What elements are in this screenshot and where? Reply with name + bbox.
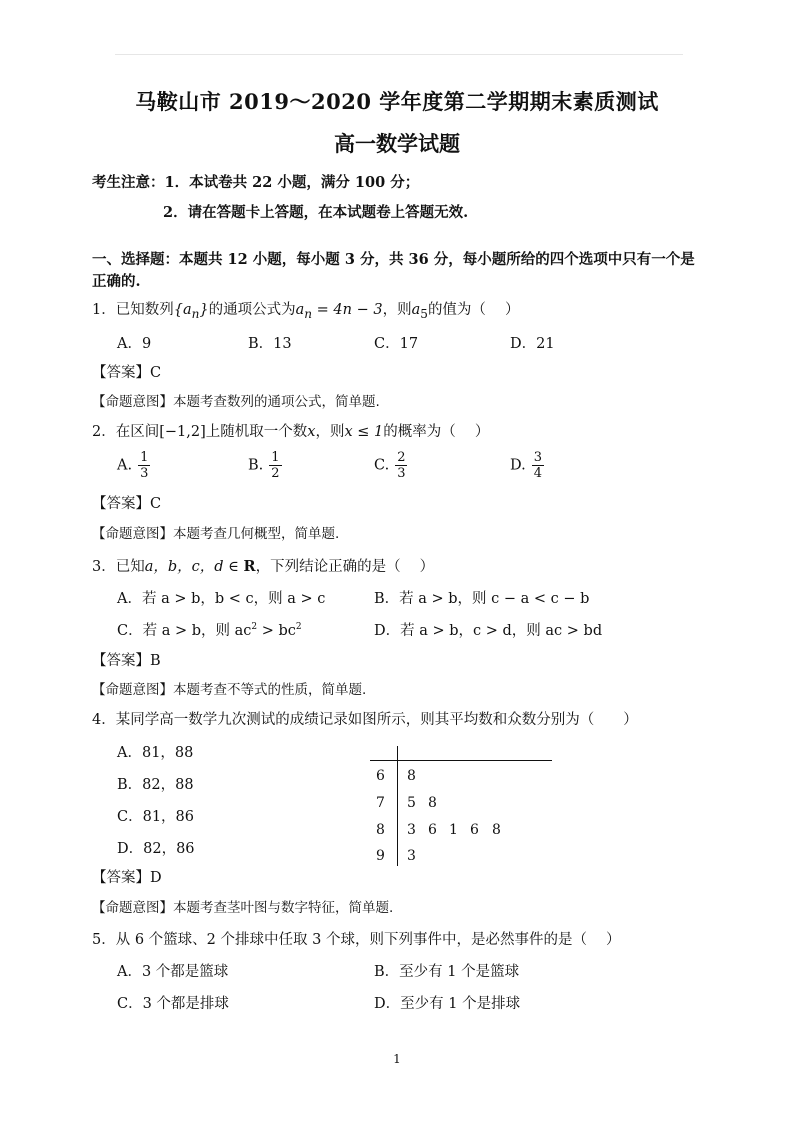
q3-c-sup1: 2 <box>251 622 258 633</box>
q1-formula-rest: = 4n − 3 <box>312 302 383 318</box>
q4-intent: 【命题意图】本题考查茎叶图与数字特征，简单题. <box>92 900 394 916</box>
q2-a-den: 3 <box>140 466 149 481</box>
leaf-7-1: 8 <box>428 795 437 811</box>
q2-cond: x ≤ 1 <box>344 424 384 440</box>
notice-item-1: 1．本试卷共 22 小题，满分 100 分； <box>164 174 420 191</box>
q2-b-den: 2 <box>271 466 280 481</box>
q3-text: 3．已知 <box>92 559 145 575</box>
q2-option-c-fraction <box>395 450 407 481</box>
leaf-8-1: 6 <box>428 822 437 838</box>
q4-option-b: B．82，88 <box>117 777 194 793</box>
q5-option-d: D．至少有 1 个是排球 <box>374 996 521 1012</box>
exam-title: 马鞍山市 2019～2020 学年度第二学期期末素质测试 <box>135 89 659 114</box>
q2-option-b-label: B. <box>248 457 264 474</box>
q1-intent: 【命题意图】本题考查数列的通项公式，简单题. <box>92 394 380 410</box>
q1-seq-sub: n <box>191 306 200 321</box>
q4-option-a: A．81，88 <box>117 745 194 761</box>
q2-b-num: 1 <box>271 450 280 465</box>
question-3-stem <box>92 555 434 576</box>
q4-option-c: C．81，86 <box>117 809 194 825</box>
stem-8: 8 <box>376 822 385 838</box>
q2-interval: [−1,2] <box>159 424 206 440</box>
q5-option-c: C．3 个都是排球 <box>117 996 229 1012</box>
section-heading-line-1: 一、选择题：本题共 12 小题，每小题 3 分，共 36 分，每小题所给的四个选项中只有一个是 <box>92 251 695 268</box>
q1-a5-sub: 5 <box>420 306 428 321</box>
q2-option-b-fraction <box>269 450 281 481</box>
q1-option-d: D．21 <box>510 336 555 352</box>
stem-9: 9 <box>376 848 385 864</box>
q2-option-a <box>117 450 150 481</box>
q2-text-mid2: ，则 <box>315 424 345 440</box>
q3-intent: 【命题意图】本题考查不等式的性质，简单题. <box>92 682 367 698</box>
q2-option-d-fraction <box>532 450 544 481</box>
q1-formula-a: a <box>295 302 305 318</box>
q2-option-d-label: D. <box>510 457 526 474</box>
q2-option-c <box>374 450 407 481</box>
q3-option-b: B．若 a > b，则 c − a < c − b <box>374 591 590 607</box>
q1-seq <box>173 302 209 321</box>
q2-option-a-fraction <box>138 450 150 481</box>
leaf-7-0: 5 <box>407 795 416 811</box>
q2-d-num: 3 <box>533 450 542 465</box>
q1-text: 1．已知数列 <box>92 302 174 318</box>
leaf-8-4: 8 <box>492 822 501 838</box>
q2-answer: 【答案】C <box>92 496 162 512</box>
q3-c-mid: > bc <box>257 623 296 639</box>
leaf-8-0: 3 <box>407 822 416 838</box>
notice-item-2: 2．请在答题卡上答题，在本试题卷上答题无效. <box>163 204 469 221</box>
leaf-8-2: 1 <box>449 822 458 838</box>
notice-label: 考生注意： <box>92 174 165 191</box>
q2-text: 2．在区间 <box>92 424 160 440</box>
q3-answer: 【答案】B <box>92 653 161 669</box>
q1-option-a: A．9 <box>117 336 152 352</box>
q5-option-b: B．至少有 1 个是篮球 <box>374 964 520 980</box>
question-5-stem: 5．从 6 个篮球、2 个排球中任取 3 个球，则下列事件中，是必然事件的是（ ） <box>92 932 621 948</box>
q1-option-b: B．13 <box>248 336 292 352</box>
stem-leaf-divider <box>397 746 398 866</box>
q2-d-den: 4 <box>533 466 542 481</box>
header-rule <box>115 54 683 55</box>
q3-text-end: ，下列结论正确的是（ ） <box>255 559 435 575</box>
notice-line-1 <box>92 171 419 192</box>
q1-text-mid2: ，则 <box>382 302 412 318</box>
q4-answer: 【答案】D <box>92 870 162 886</box>
q3-c-sup2: 2 <box>295 622 302 633</box>
q2-option-b <box>248 450 282 481</box>
q3-option-c <box>117 619 302 640</box>
q1-answer: 【答案】C <box>92 365 162 381</box>
stem-7: 7 <box>376 795 385 811</box>
exam-subtitle: 高一数学试题 <box>334 131 460 156</box>
q3-option-a: A．若 a > b，b < c，则 a > c <box>117 591 326 607</box>
q2-var: x <box>307 424 316 440</box>
q3-vars: a，b，c，d ∈ <box>144 559 244 575</box>
q2-text-end: 的概率为（ ） <box>383 424 490 440</box>
leaf-9-0: 3 <box>407 848 416 864</box>
q2-c-den: 3 <box>397 466 406 481</box>
leaf-6-0: 8 <box>407 768 416 784</box>
section-heading-line-2: 正确的. <box>92 273 141 290</box>
leaf-8-3: 6 <box>470 822 479 838</box>
q5-option-a: A．3 个都是篮球 <box>117 964 229 980</box>
q2-option-a-label: A. <box>117 457 133 474</box>
page-number: 1 <box>393 1052 401 1066</box>
q1-seq-close: } <box>199 302 209 318</box>
q2-text-mid: 上随机取一个数 <box>205 424 308 440</box>
q3-c-pre: C．若 a > b，则 ac <box>117 623 252 639</box>
q2-option-d <box>510 450 544 481</box>
q1-formula-sub: n <box>304 306 313 321</box>
q1-a5: a <box>411 302 421 318</box>
q3-option-d: D．若 a > b，c > d，则 ac > bd <box>374 623 603 639</box>
q4-option-d: D．82，86 <box>117 841 195 857</box>
q2-intent: 【命题意图】本题考查几何概型，简单题. <box>92 526 340 542</box>
stem-6: 6 <box>376 768 385 784</box>
q3-set-r: R <box>243 558 256 575</box>
q2-c-num: 2 <box>397 450 406 465</box>
q2-a-num: 1 <box>140 450 149 465</box>
question-1-stem <box>92 298 520 321</box>
q1-option-c: C．17 <box>374 336 419 352</box>
q1-text-mid: 的通项公式为 <box>208 302 296 318</box>
question-4-stem: 4．某同学高一数学九次测试的成绩记录如图所示，则其平均数和众数分别为（ ） <box>92 712 638 728</box>
q1-seq-a: {a <box>173 302 192 318</box>
q2-option-c-label: C. <box>374 457 390 474</box>
question-2-stem <box>92 420 489 441</box>
q1-text-end: 的值为（ ） <box>427 302 520 318</box>
